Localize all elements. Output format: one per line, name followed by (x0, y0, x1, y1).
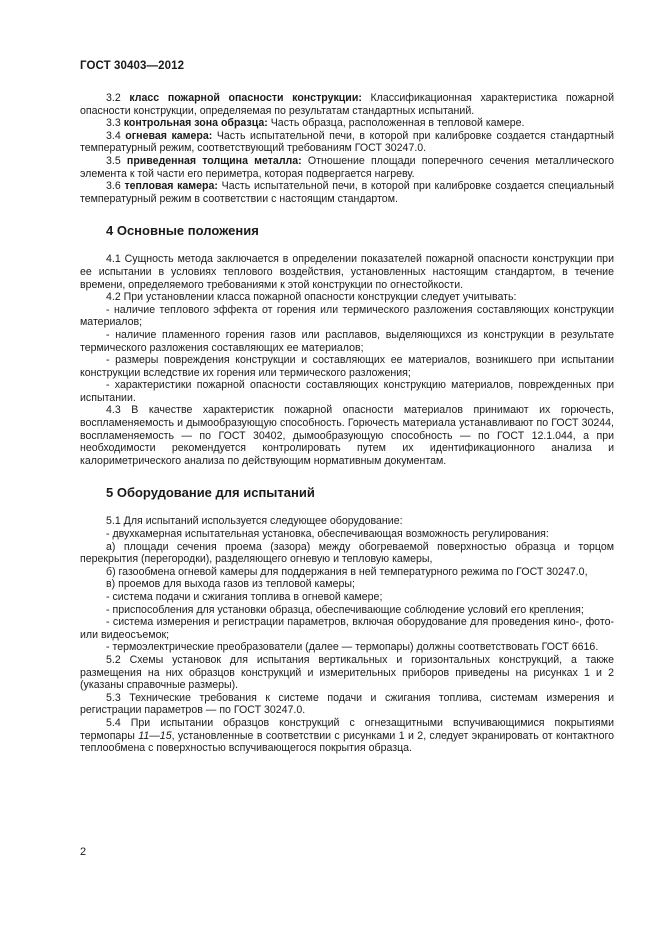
document-header: ГОСТ 30403—2012 (80, 60, 185, 72)
list-item: - наличие теплового эффекта от горения или термического разложения составляющих конструкции материалов; (80, 303, 614, 329)
list-item: б) газообмена огневой камеры для поддержания в ней температурного режима по ГОСТ 30247.0, (106, 565, 588, 578)
list-item: а) площади сечения проема (зазора) между обогреваемой поверхностью образца и торцом перекрытия (перегородки), разделяющего огневую и тепловую камеры, (80, 540, 614, 566)
list-item: - приспособления для установки образца, обеспечивающие соблюдение условий его крепления; (106, 603, 584, 616)
terms-block (80, 92, 614, 205)
list-item: - наличие пламенного горения газов или расплавов, выделяющихся из конструкции в результате термического разложения составляющих ее материалов; (80, 328, 614, 354)
term-3-2: 3.2 класс пожарной опасности конструкции: Классификационная характеристика пожарной опасности конструкции, определяемая по результатам стандартных испытаний. (80, 92, 614, 117)
section-4-title: 4 Основные положения (106, 223, 259, 239)
list-item: - характеристики пожарной опасности составляющих конструкцию материалов, поврежденных при испытании. (80, 379, 614, 404)
list-item: в) проемов для выхода газов из тепловой камеры; (106, 578, 355, 591)
paragraph: 5.2 Схемы установок для испытания вертикальных и горизонтальных конструкций, а также размещения на них образцов конструкций и измерительных приборов приведены на рисунках 1 и 2 (указаны справочные размеры). (80, 653, 614, 692)
paragraph-5-4: 5.4 При испытании образцов конструкций с огнезащитными вспучивающимися покрытиями термопары 11—15, установленные в соответствии с рисунками 1 и 2, следует экранировать от контактного теплообмена с поверхностью вспучивающегося покрытия образца. (80, 716, 614, 755)
list-item: - термоэлектрические преобразователи (далее — термопары) должны соответствовать ГОСТ 6616. (106, 641, 599, 654)
document-body (80, 92, 614, 755)
term-3-3: 3.3 контрольная зона образца: Часть образца, расположенная в тепловой камере. (106, 117, 525, 130)
term-3-6: 3.6 тепловая камера: Часть испытательной печи, в которой при калибровке создается специальный температурный режим в соответствии с настоящим стандартом. (80, 180, 614, 205)
term-3-4: 3.4 огневая камера: Часть испытательной печи, в которой при калибровке создается стандартный температурный режим, соответствующий требованиям ГОСТ 30247.0. (80, 129, 614, 155)
list-item: - двухкамерная испытательная установка, обеспечивающая возможность регулирования: (106, 528, 549, 541)
term-3-5: 3.5 приведенная толщина металла: Отношение площади поперечного сечения металлического элемента к той части его периметра, которая подвергается нагреву. (80, 154, 614, 180)
paragraph: 4.1 Сущность метода заключается в определении показателей пожарной опасности конструкции при ее испытании в условиях теплового воздействия, установленных настоящим стандартом, в течение времени, определяемого требованиями к этой конструкции по огнестойкости. (80, 253, 614, 291)
list-item: - система подачи и сжигания топлива в огневой камере; (106, 591, 383, 603)
paragraph: 4.2 При установлении класса пожарной опасности конструкции следует учитывать: (106, 291, 517, 304)
section-5-title: 5 Оборудование для испытаний (106, 485, 315, 501)
paragraph: 5.1 Для испытаний используется следующее оборудование: (106, 515, 403, 528)
paragraph: 5.3 Технические требования к системе подачи и сжигания топлива, системам измерения и регистрации параметров — по ГОСТ 30247.0. (80, 691, 614, 717)
list-item: - размеры повреждения конструкции и составляющих ее материалов, возникшего при испытании конструкции вследствие их горения или термического разложения; (80, 354, 614, 379)
section-5-body (80, 515, 614, 754)
paragraph: 4.3 В качестве характеристик пожарной опасности материалов принимают их горючесть, воспламеняемость и дымообразующую способность. Горючесть материала устанавливают по ГОСТ 30244, воспламеняемость — по ГОСТ 30402, дымообразующую способность — по ГОСТ 12.1.044, а при необходимости рекомендуется контролировать путем их идентификационного анализа и калориметрического анализа по действующим нормативным документам. (80, 404, 614, 467)
list-item: - система измерения и регистрации параметров, включая оборудование для проведения кино-, фото- или видеосъемок; (80, 616, 614, 641)
page-number: 2 (80, 846, 87, 858)
section-4-body (80, 253, 614, 467)
